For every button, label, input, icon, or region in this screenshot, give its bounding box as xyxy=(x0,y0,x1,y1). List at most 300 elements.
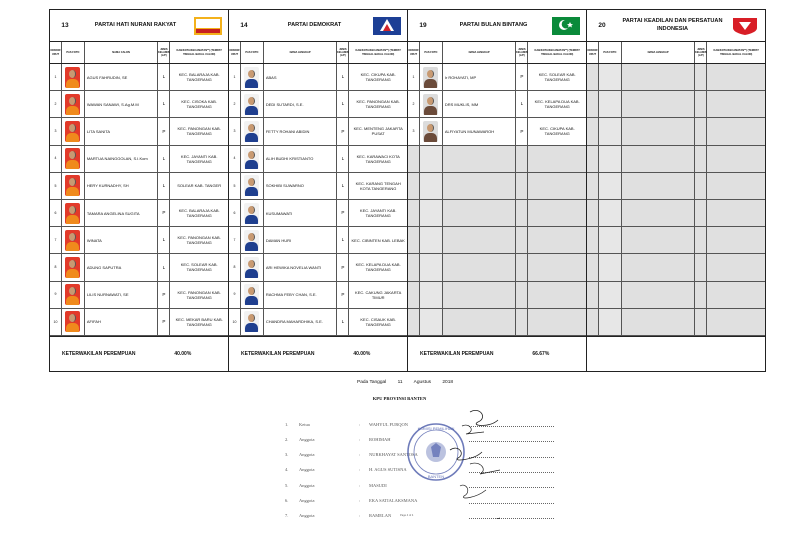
candidate-name xyxy=(622,309,696,335)
candidate-number: 4 xyxy=(229,146,241,172)
candidate-name xyxy=(443,254,517,280)
candidate-name: LITA SANITA xyxy=(85,118,159,144)
party-name: PARTAI HATI NURANI RAKYAT xyxy=(94,21,177,28)
empty-row xyxy=(408,254,586,281)
candidate-number xyxy=(587,254,599,280)
col-header-photo: PAS FOTO xyxy=(599,42,622,63)
candidate-name xyxy=(443,200,517,226)
empty-row xyxy=(408,200,586,227)
empty-row xyxy=(408,173,586,200)
candidate-gender: P xyxy=(337,200,349,226)
candidate-row xyxy=(50,309,228,336)
candidate-domicile xyxy=(707,91,765,117)
col-header-name: NAMA LENGKAP xyxy=(443,42,517,63)
candidate-row xyxy=(50,282,228,309)
member-name: H. AGUS SUTISNA xyxy=(369,467,407,473)
pbb-logo-icon xyxy=(549,15,583,37)
photo-cell xyxy=(62,254,85,280)
candidate-row xyxy=(229,227,407,254)
photo-shirt xyxy=(66,323,79,332)
candidate-number xyxy=(408,309,420,335)
candidate-rows xyxy=(587,64,765,336)
photo-face xyxy=(69,287,76,295)
candidate-gender xyxy=(516,173,528,199)
candidate-name: ALIH BUDHI KRISTIANTO xyxy=(264,146,338,172)
candidate-rows xyxy=(229,64,407,336)
photo-shirt xyxy=(424,106,437,115)
photo-cell xyxy=(241,254,264,280)
candidate-number: 6 xyxy=(50,200,62,226)
candidate-photo xyxy=(65,257,80,278)
photo-cell xyxy=(420,173,443,199)
candidate-domicile xyxy=(528,282,586,308)
candidate-name xyxy=(443,146,517,172)
candidate-photo xyxy=(244,311,259,332)
column-header-row xyxy=(229,42,407,64)
candidate-number xyxy=(408,200,420,226)
candidate-gender: L xyxy=(158,146,170,172)
photo-face xyxy=(69,124,76,132)
candidate-name xyxy=(622,118,696,144)
candidate-number xyxy=(408,227,420,253)
candidate-number: 9 xyxy=(50,282,62,308)
kpu-title: KPU PROVINSI BANTEN xyxy=(372,396,427,401)
photo-face xyxy=(248,314,255,322)
party-name: PARTAI DEMOKRAT xyxy=(287,21,342,28)
photo-cell xyxy=(599,282,622,308)
party-name: PARTAI KEADILAN DAN PERSATUAN INDONESIA xyxy=(622,18,723,32)
photo-shirt xyxy=(66,133,79,142)
representation-label: KETERWAKILAN PEREMPUAN xyxy=(62,351,136,357)
candidate-gender: L xyxy=(158,254,170,280)
candidate-domicile xyxy=(707,64,765,90)
candidate-gender: L xyxy=(337,309,349,335)
candidate-row xyxy=(50,91,228,118)
photo-shirt xyxy=(66,187,79,196)
candidate-number xyxy=(587,118,599,144)
colon-separator: : xyxy=(359,513,361,519)
candidate-name: DRS MUKLIS, MM xyxy=(443,91,517,117)
women-representation-row xyxy=(408,336,586,371)
colon-separator: : xyxy=(359,467,361,473)
candidate-domicile xyxy=(707,173,765,199)
candidate-photo xyxy=(244,257,259,278)
candidate-number: 5 xyxy=(50,173,62,199)
candidate-list-table xyxy=(49,9,766,372)
photo-cell xyxy=(62,64,85,90)
candidate-gender: L xyxy=(337,64,349,90)
candidate-number: 1 xyxy=(408,64,420,90)
party-panel-20 xyxy=(587,10,765,371)
candidate-gender xyxy=(695,309,707,335)
candidate-row xyxy=(50,64,228,91)
page-number: Page 4 of 4 xyxy=(400,514,414,517)
photo-cell xyxy=(62,173,85,199)
candidate-name: ABAS xyxy=(264,64,338,90)
member-name: EKA SATIALAKSMANA xyxy=(369,498,418,503)
col-header-name: NAMA LENGKAP xyxy=(264,42,338,63)
member-name: ROHIMAH xyxy=(369,436,391,442)
representation-value: 40.00% xyxy=(353,351,371,357)
candidate-gender xyxy=(516,309,528,335)
candidate-domicile: KEC. JAYANTI KAB. TANGERANG xyxy=(359,208,397,219)
member-role: Anggota xyxy=(299,436,315,442)
col-header-gender: JENIS KELAMIN (L/P) xyxy=(337,42,349,63)
candidate-domicile xyxy=(528,227,586,253)
candidate-number xyxy=(408,173,420,199)
candidate-photo xyxy=(65,284,80,305)
photo-face xyxy=(248,151,255,159)
photo-cell xyxy=(420,118,443,144)
photo-cell xyxy=(62,118,85,144)
empty-row xyxy=(587,146,765,173)
candidate-name: AGUS FAHRUDIN, SE xyxy=(85,64,159,90)
photo-shirt xyxy=(245,323,258,332)
member-role: Anggota xyxy=(299,498,315,503)
candidate-name: MARTUA NAINGGOLAN, S.I.Kom xyxy=(85,146,159,172)
candidate-gender: P xyxy=(158,200,170,226)
candidate-photo xyxy=(244,67,259,88)
candidate-photo xyxy=(244,175,259,196)
col-header-number: NOMOR URUT xyxy=(408,42,420,63)
photo-cell xyxy=(420,254,443,280)
member-number: 1. xyxy=(285,421,289,427)
candidate-domicile: KEC. KARANG TENGAH KOTA TANGERANG xyxy=(355,180,401,191)
candidate-domicile xyxy=(707,254,765,280)
candidate-number xyxy=(587,200,599,226)
women-representation-row xyxy=(50,336,228,371)
empty-row xyxy=(587,118,765,145)
candidate-name xyxy=(443,173,517,199)
candidate-gender: P xyxy=(337,118,349,144)
empty-row xyxy=(587,91,765,118)
candidate-photo xyxy=(65,175,80,196)
candidate-name: WAWAN SANAWI, S.Ag.M.M xyxy=(85,91,159,117)
candidate-gender: L xyxy=(337,91,349,117)
women-representation-row xyxy=(229,336,407,371)
candidate-name xyxy=(622,64,696,90)
svg-text:BANTEN: BANTEN xyxy=(427,474,445,479)
candidate-number xyxy=(587,91,599,117)
photo-cell xyxy=(62,227,85,253)
candidate-name: KUSUMAWATI xyxy=(264,200,338,226)
party-number: 14 xyxy=(240,22,248,29)
candidate-domicile xyxy=(707,282,765,308)
candidate-number xyxy=(587,227,599,253)
party-number: 19 xyxy=(419,22,427,29)
col-header-name: NAMA LENGKAP xyxy=(622,42,696,63)
candidate-number: 7 xyxy=(229,227,241,253)
member-role: Anggota xyxy=(299,513,315,519)
date-line: Pada Tanggal 11 Agustus 2018 xyxy=(357,380,454,385)
col-header-number: NOMOR URUT xyxy=(50,42,62,63)
candidate-photo xyxy=(423,121,438,142)
photo-face xyxy=(248,178,255,186)
candidate-gender xyxy=(516,282,528,308)
candidate-row xyxy=(408,91,586,118)
candidate-number xyxy=(587,146,599,172)
candidate-domicile: KEC. KELAPA DUA KAB. TANGERANG xyxy=(355,262,401,273)
candidate-number: 2 xyxy=(229,91,241,117)
party-header xyxy=(229,10,407,42)
candidate-number: 2 xyxy=(50,91,62,117)
photo-cell xyxy=(420,200,443,226)
photo-shirt xyxy=(66,269,79,278)
candidate-name xyxy=(622,200,696,226)
party-number: 20 xyxy=(598,22,606,29)
candidate-domicile: KEC. SOLEAR KAB. TANGERANG xyxy=(180,262,218,273)
candidate-photo xyxy=(65,311,80,332)
colon-separator: : xyxy=(359,482,361,488)
candidate-name: ALFIYATUN MUNAWAROH xyxy=(443,118,517,144)
candidate-name: DAMAN HURI xyxy=(264,227,338,253)
candidate-domicile: KEC. CIKUPA KAB. TANGERANG xyxy=(360,72,396,83)
col-header-domicile: KAB/KOTA/KECAMATAN**) (TEMPAT TINGGAL BAKAL CALON) xyxy=(176,49,222,56)
candidate-row xyxy=(408,118,586,145)
candidate-photo xyxy=(244,148,259,169)
photo-face xyxy=(69,70,76,78)
candidate-domicile xyxy=(528,254,586,280)
candidate-row xyxy=(229,309,407,336)
photo-shirt xyxy=(424,133,437,142)
photo-cell xyxy=(599,309,622,335)
candidate-gender: L xyxy=(158,227,170,253)
handwritten-signatures xyxy=(440,404,520,519)
candidate-domicile xyxy=(528,200,586,226)
candidate-row xyxy=(50,118,228,145)
candidate-photo xyxy=(65,67,80,88)
candidate-domicile xyxy=(528,173,586,199)
candidate-domicile: SOLEAR KAB. TANGER xyxy=(177,183,222,189)
candidate-name xyxy=(443,282,517,308)
candidate-row xyxy=(50,227,228,254)
photo-cell xyxy=(420,282,443,308)
party-header xyxy=(50,10,228,42)
party-panel-13 xyxy=(50,10,229,371)
candidate-domicile: KEC. KARAWACI KOTA TANGERANG xyxy=(356,153,400,164)
empty-row xyxy=(587,64,765,91)
photo-shirt xyxy=(245,215,258,224)
candidate-gender xyxy=(695,91,707,117)
candidate-domicile: KEC. PANONGAN KAB. TANGERANG xyxy=(177,289,221,300)
hanura-logo-icon xyxy=(191,15,225,37)
column-header-row xyxy=(408,42,586,64)
photo-cell xyxy=(241,118,264,144)
candidate-number xyxy=(408,282,420,308)
party-panel-19 xyxy=(408,10,587,371)
candidate-number xyxy=(587,282,599,308)
candidate-number: 7 xyxy=(50,227,62,253)
candidate-row xyxy=(50,173,228,200)
photo-face xyxy=(248,206,255,214)
photo-shirt xyxy=(66,215,79,224)
candidate-photo xyxy=(65,230,80,251)
candidate-domicile: KEC. JAYANTI KAB. TANGERANG xyxy=(180,153,218,164)
photo-cell xyxy=(599,146,622,172)
photo-face xyxy=(69,151,76,159)
candidate-domicile xyxy=(528,309,586,335)
candidate-gender xyxy=(695,227,707,253)
candidate-number: 3 xyxy=(408,118,420,144)
candidate-gender: L xyxy=(337,227,349,253)
party-header xyxy=(587,10,765,42)
col-header-photo: PAS FOTO xyxy=(420,42,443,63)
column-header-row xyxy=(587,42,765,64)
candidate-gender: P xyxy=(158,118,170,144)
photo-face xyxy=(69,314,76,322)
photo-cell xyxy=(599,227,622,253)
candidate-domicile: KEC. SOLEAR KAB. TANGERANG xyxy=(538,72,576,83)
col-header-gender: JENIS KELAMIN (L/P) xyxy=(158,42,170,63)
signature-section xyxy=(0,376,799,547)
candidate-name: AFIFAH xyxy=(85,309,159,335)
member-number: 3. xyxy=(285,452,289,458)
photo-shirt xyxy=(245,187,258,196)
photo-face xyxy=(248,233,255,241)
candidate-gender xyxy=(695,64,707,90)
candidate-gender: P xyxy=(337,254,349,280)
candidate-domicile: KEC. PANONGAN KAB. TANGERANG xyxy=(356,99,400,110)
candidate-row xyxy=(229,282,407,309)
candidate-domicile: KEC. BALARAJA KAB. TANGERANG xyxy=(178,208,220,219)
candidate-number: 3 xyxy=(50,118,62,144)
candidate-number xyxy=(587,173,599,199)
photo-face xyxy=(427,97,434,105)
photo-cell xyxy=(420,309,443,335)
member-role: Anggota xyxy=(299,452,315,458)
column-header-row xyxy=(50,42,228,64)
empty-row xyxy=(408,227,586,254)
candidate-domicile xyxy=(707,309,765,335)
photo-cell xyxy=(241,64,264,90)
candidate-domicile xyxy=(528,146,586,172)
candidate-name: HERY KURNADHY, SH xyxy=(85,173,159,199)
photo-cell xyxy=(241,146,264,172)
member-number: 4. xyxy=(285,467,289,473)
col-header-gender: JENIS KELAMIN (L/P) xyxy=(695,42,707,63)
colon-separator: : xyxy=(359,498,361,503)
photo-shirt xyxy=(245,133,258,142)
colon-separator: : xyxy=(359,421,361,427)
photo-shirt xyxy=(66,242,79,251)
colon-separator: : xyxy=(359,452,361,458)
candidate-domicile: KEC. MEKAR BARU KAB. TANGERANG xyxy=(175,316,223,327)
photo-face xyxy=(69,260,76,268)
candidate-domicile: KEC. PANONGAN KAB. TANGERANG xyxy=(177,235,221,246)
candidate-rows xyxy=(50,64,228,336)
candidate-gender: L xyxy=(337,146,349,172)
candidate-row xyxy=(50,200,228,227)
photo-shirt xyxy=(245,296,258,305)
member-number: 6. xyxy=(285,498,289,503)
col-header-gender: JENIS KELAMIN (L/P) xyxy=(516,42,528,63)
candidate-photo xyxy=(65,148,80,169)
candidate-gender: P xyxy=(337,282,349,308)
member-name: WAHYUL FURQON xyxy=(369,421,408,427)
photo-face xyxy=(248,97,255,105)
candidate-row xyxy=(229,173,407,200)
pkpi-logo-icon xyxy=(728,15,762,37)
candidate-name: FETTY ROHANI ABIDIN xyxy=(264,118,338,144)
candidate-number: 3 xyxy=(229,118,241,144)
candidate-row xyxy=(408,64,586,91)
candidate-number: 4 xyxy=(50,146,62,172)
empty-row xyxy=(408,146,586,173)
col-header-photo: PAS FOTO xyxy=(62,42,85,63)
candidate-domicile: KEC. MENTENG JAKARTA PUSAT xyxy=(353,126,403,137)
candidate-photo xyxy=(423,94,438,115)
candidate-gender: L xyxy=(158,64,170,90)
candidate-name xyxy=(622,146,696,172)
candidate-gender xyxy=(516,254,528,280)
photo-shirt xyxy=(424,79,437,88)
photo-face xyxy=(69,97,76,105)
candidate-number: 5 xyxy=(229,173,241,199)
photo-face xyxy=(248,287,255,295)
candidate-domicile xyxy=(707,118,765,144)
photo-shirt xyxy=(66,160,79,169)
photo-face xyxy=(69,178,76,186)
candidate-name: RACHMA FEBY CHAN, S.E. xyxy=(264,282,338,308)
candidate-row xyxy=(229,200,407,227)
photo-cell xyxy=(599,64,622,90)
candidate-name: Ir ROHAYATI, MP xyxy=(443,64,517,90)
candidate-domicile xyxy=(707,227,765,253)
photo-shirt xyxy=(245,242,258,251)
party-number: 13 xyxy=(61,22,69,29)
empty-row xyxy=(587,309,765,336)
candidate-name xyxy=(622,91,696,117)
candidate-number: 1 xyxy=(50,64,62,90)
candidate-gender xyxy=(695,282,707,308)
photo-cell xyxy=(599,91,622,117)
photo-shirt xyxy=(66,106,79,115)
candidate-name xyxy=(622,282,696,308)
candidate-name: ADUNG SAPUTRA xyxy=(85,254,159,280)
col-header-domicile: KAB/KOTA/KECAMATAN**) (TEMPAT TINGGAL BAKAL CALON) xyxy=(355,49,401,56)
candidate-gender: L xyxy=(516,91,528,117)
empty-row xyxy=(587,173,765,200)
candidate-row xyxy=(50,146,228,173)
candidate-number xyxy=(408,254,420,280)
candidate-photo xyxy=(244,94,259,115)
photo-cell xyxy=(420,91,443,117)
photo-cell xyxy=(599,200,622,226)
photo-cell xyxy=(420,146,443,172)
representation-label: KETERWAKILAN PEREMPUAN xyxy=(420,351,494,357)
candidate-row xyxy=(229,64,407,91)
empty-row xyxy=(587,282,765,309)
party-name: PARTAI BULAN BINTANG xyxy=(459,21,528,28)
photo-cell xyxy=(420,227,443,253)
candidate-number: 1 xyxy=(229,64,241,90)
demokrat-logo-icon xyxy=(370,15,404,37)
photo-shirt xyxy=(66,296,79,305)
candidate-number: 2 xyxy=(408,91,420,117)
photo-cell xyxy=(241,282,264,308)
photo-face xyxy=(69,233,76,241)
women-representation-row xyxy=(587,336,765,371)
photo-cell xyxy=(599,118,622,144)
candidate-name xyxy=(443,227,517,253)
photo-face xyxy=(248,124,255,132)
candidate-gender: P xyxy=(158,282,170,308)
empty-row xyxy=(587,227,765,254)
candidate-photo xyxy=(65,94,80,115)
candidate-name xyxy=(622,173,696,199)
svg-text:KOMISI PEMILIHAN: KOMISI PEMILIHAN xyxy=(417,426,455,431)
candidate-row xyxy=(50,254,228,281)
